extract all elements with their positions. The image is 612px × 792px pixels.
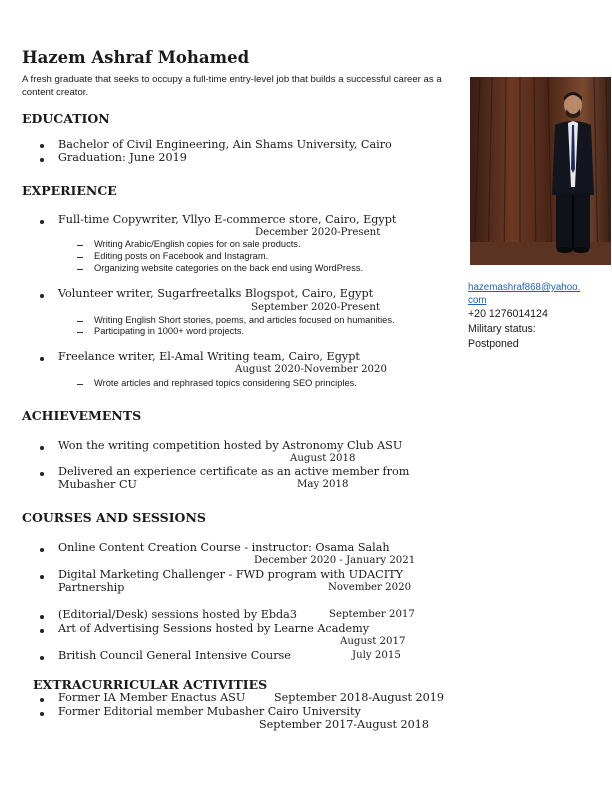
- job-dates: September 2020-Present: [251, 302, 381, 313]
- dash-icon: [77, 384, 83, 385]
- bullet-icon: [40, 220, 44, 224]
- phone-number: +20 1276014124: [468, 308, 548, 320]
- bullet-icon: [40, 615, 44, 619]
- course-date: July 2015: [352, 650, 401, 661]
- bullet-icon: [40, 629, 44, 633]
- course-item: British Council General Intensive Course: [58, 649, 291, 662]
- activity-item: Former Editorial member Mubasher Cairo University: [58, 705, 361, 718]
- dash-icon: [77, 332, 83, 333]
- education-item: Bachelor of Civil Engineering, Ain Shams University, Cairo: [58, 138, 392, 151]
- activity-item: Former IA Member Enactus ASU: [58, 691, 246, 704]
- achievement-date: May 2018: [297, 479, 349, 490]
- activity-date: September 2017-August 2018: [259, 718, 430, 731]
- experience-heading: EXPERIENCE: [22, 183, 117, 198]
- job-task: Writing English Short stories, poems, and articles focused on humanities.: [94, 315, 395, 325]
- dash-icon: [77, 269, 83, 270]
- bullet-icon: [40, 575, 44, 579]
- course-date: August 2017: [340, 636, 406, 647]
- dash-icon: [77, 245, 83, 246]
- bullet-icon: [40, 446, 44, 450]
- job-task: Wrote articles and rephrased topics considering SEO principles.: [94, 378, 357, 388]
- job-task: Organizing website categories on the back end using WordPress.: [94, 263, 364, 273]
- achievement-item-continued: Mubasher CU: [58, 478, 137, 491]
- achievements-heading: ACHIEVEMENTS: [22, 408, 142, 423]
- bullet-icon: [40, 144, 44, 148]
- email-link-continued[interactable]: com: [468, 295, 487, 306]
- bullet-icon: [40, 656, 44, 660]
- course-item: Art of Advertising Sessions hosted by Learne Academy: [58, 622, 370, 635]
- bullet-icon: [40, 548, 44, 552]
- job-title: Volunteer writer, Sugarfreetalks Blogspot, Cairo, Egypt: [58, 287, 374, 300]
- bullet-icon: [40, 357, 44, 361]
- achievement-item: Won the writing competition hosted by Astronomy Club ASU: [58, 439, 403, 452]
- education-heading: EDUCATION: [22, 111, 110, 126]
- job-dates: August 2020-November 2020: [235, 364, 388, 375]
- course-item-continued: Partnership: [58, 581, 125, 594]
- email-link[interactable]: hazemashraf868@yahoo.: [468, 282, 581, 293]
- course-date: September 2017: [329, 609, 415, 620]
- education-item: Graduation: June 2019: [58, 151, 187, 164]
- job-task: Editing posts on Facebook and Instagram.: [94, 251, 269, 261]
- job-dates: December 2020-Present: [255, 227, 381, 238]
- course-item: Online Content Creation Course - instructor: Osama Salah: [58, 541, 390, 554]
- military-status-label: Military status:: [468, 323, 536, 335]
- bullet-icon: [40, 712, 44, 716]
- courses-heading: COURSES AND SESSIONS: [22, 510, 206, 525]
- bullet-icon: [40, 472, 44, 476]
- bullet-icon: [40, 158, 44, 162]
- resume-name: Hazem Ashraf Mohamed: [22, 48, 250, 67]
- course-item: (Editorial/Desk) sessions hosted by Ebda3: [58, 608, 297, 621]
- activity-date: September 2018-August 2019: [274, 691, 445, 704]
- dash-icon: [77, 257, 83, 258]
- bullet-icon: [40, 698, 44, 702]
- course-date: December 2020 - January 2021: [254, 555, 416, 566]
- bullet-icon: [40, 294, 44, 298]
- extracurricular-heading: EXTRACURRICULAR ACTIVITIES: [33, 677, 268, 692]
- course-date: November 2020: [328, 582, 412, 593]
- achievement-date: August 2018: [290, 453, 356, 464]
- job-task: Participating in 1000+ word projects.: [94, 326, 245, 336]
- military-status-value: Postponed: [468, 338, 519, 350]
- job-title: Full-time Copywriter, Vllyo E-commerce store, Cairo, Egypt: [58, 213, 397, 226]
- job-task: Writing Arabic/English copies for on sale products.: [94, 239, 301, 249]
- dash-icon: [77, 321, 83, 322]
- achievement-item: Delivered an experience certificate as an active member from: [58, 465, 410, 478]
- portrait-photo-icon: [470, 77, 611, 265]
- job-title: Freelance writer, El-Amal Writing team, Cairo, Egypt: [58, 350, 360, 363]
- course-item: Digital Marketing Challenger - FWD program with UDACITY: [58, 568, 403, 581]
- summary: A fresh graduate that seeks to occupy a full-time entry-level job that builds a successful career as a content creator.: [22, 74, 442, 98]
